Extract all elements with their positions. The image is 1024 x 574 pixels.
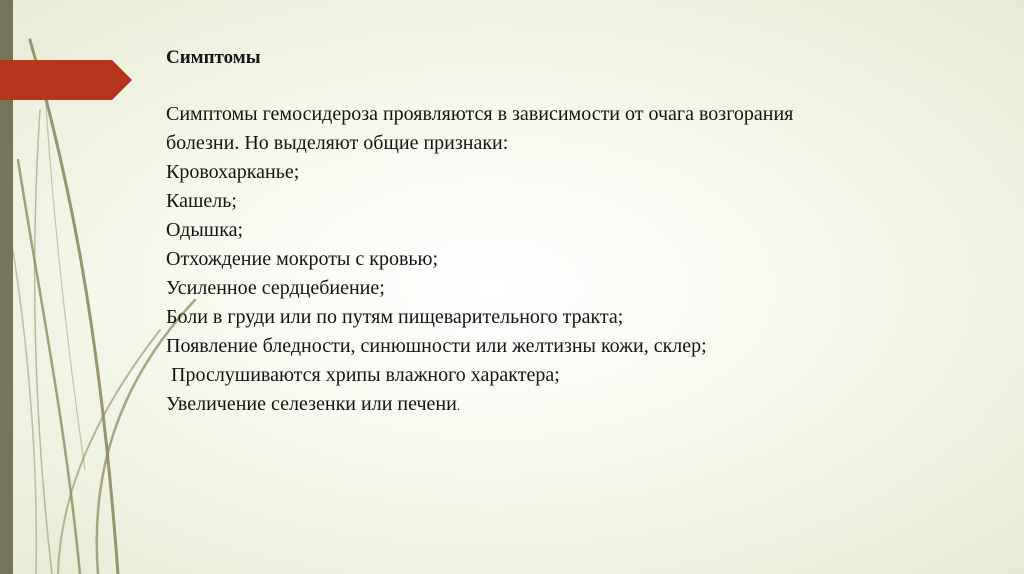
list-item: Усиленное сердцебиение; [166, 277, 385, 299]
list-item-text: Увеличение селезенки или печени [166, 393, 457, 415]
list-item: Одышка; [166, 219, 244, 241]
content-area [166, 44, 806, 420]
deco-curve-6 [13, 250, 36, 574]
list-item: Отхождение мокроты с кровью; [166, 248, 439, 270]
list-item-last [166, 390, 806, 420]
slide-title: Симптомы [166, 47, 261, 68]
list-item: Боли в груди или по путям пищеварительного тракта; [166, 306, 624, 328]
list-item: Кровохарканье; [166, 161, 300, 183]
list-item: Прослушиваются хрипы влажного характера; [166, 364, 560, 386]
deco-curve-7 [45, 90, 85, 470]
red-arrow-shape [0, 60, 132, 100]
list-item-period: . [456, 398, 461, 413]
list-item: Кашель; [166, 190, 237, 212]
list-item: Появление бледности, синюшности или желтизны кожи, склер; [166, 335, 707, 357]
intro-paragraph: Симптомы гемосидероза проявляются в зависимости от очага возгорания болезни. Но выделяют общие признаки: [166, 103, 794, 154]
symptom-list [166, 158, 806, 420]
